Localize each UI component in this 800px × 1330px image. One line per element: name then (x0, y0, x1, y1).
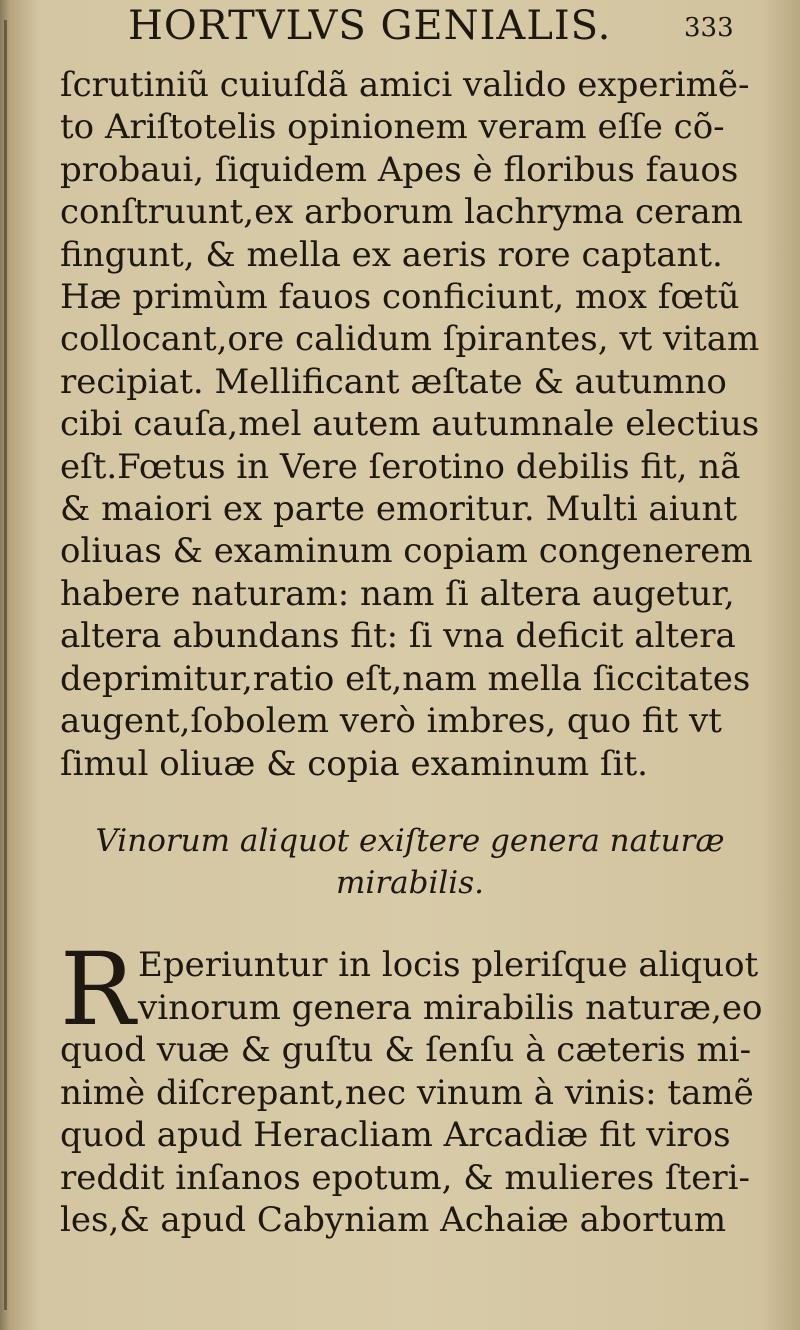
section-heading (60, 820, 760, 904)
text-line: Hæ primùm fauos conficiunt, mox fœtũ (60, 277, 740, 318)
text-line: habere naturam: nam ſi altera augetur, (60, 573, 735, 614)
text-line: fingunt, & mella ex aeris rore captant. (60, 234, 723, 275)
text-line: augent,ſobolem verò imbres, quo fit vt (60, 701, 722, 742)
text-line: les,& apud Cabyniam Achaiæ abortum (60, 1200, 727, 1240)
text-line: deprimitur,ratio eſt,nam mella ſiccitates (60, 658, 751, 699)
text-line: altera abundans fit: ſi vna deficit altera (60, 616, 736, 657)
text-line: conſtruunt,ex arborum lachryma ceram (60, 192, 743, 233)
text-line: collocant,ore calidum ſpirantes, vt vitam (60, 319, 760, 360)
text-line: & maiori ex parte emoritur. Multi aiunt (60, 489, 738, 530)
text-line: Eperiuntur in locis pleriſque aliquot (138, 945, 759, 985)
page-gutter (4, 20, 7, 1310)
text-line: quod vuæ & guſtu & ſenſu à cæteris mi- (60, 1030, 752, 1070)
text-line: oliuas & examinum copiam congenerem (60, 531, 753, 572)
drop-cap: R (60, 931, 136, 1048)
page-number: 333 (684, 13, 734, 43)
text-line: to Ariſtotelis opinionem veram eſſe cõ- (60, 107, 725, 148)
text-line: cibi cauſa,mel autem autumnale electius (60, 404, 760, 445)
heading-line-1: Vinorum aliquot exiſtere genera naturæ (95, 823, 725, 859)
text-line: nimè diſcrepant,nec vinum à vinis: tamẽ (60, 1072, 754, 1113)
text-line: reddit inſanos epotum, & mulieres ſteri- (60, 1157, 750, 1198)
text-line: ſimul oliuæ & copia examinum ſit. (60, 743, 648, 784)
text-line: ſcrutiniũ cuiuſdã amici valido experimẽ- (60, 65, 750, 105)
text-line: recipiat. Mellificant æſtate & autumno (60, 361, 727, 402)
running-title: HORTVLVS GENIALIS. (128, 3, 612, 49)
text-line: probaui, ſiquidem Apes è floribus fauos (60, 149, 739, 190)
text-line: eſt.Fœtus in Vere ſerotino debilis fit, nã (60, 446, 741, 487)
heading-line-2: mirabilis. (336, 865, 484, 901)
text-line: vinorum genera mirabilis naturæ,eo (138, 987, 763, 1028)
body-paragraph (60, 64, 760, 785)
second-paragraph (60, 931, 763, 1242)
page-header (0, 2, 800, 48)
text-line: quod apud Heracliam Arcadiæ fit viros (60, 1115, 731, 1155)
